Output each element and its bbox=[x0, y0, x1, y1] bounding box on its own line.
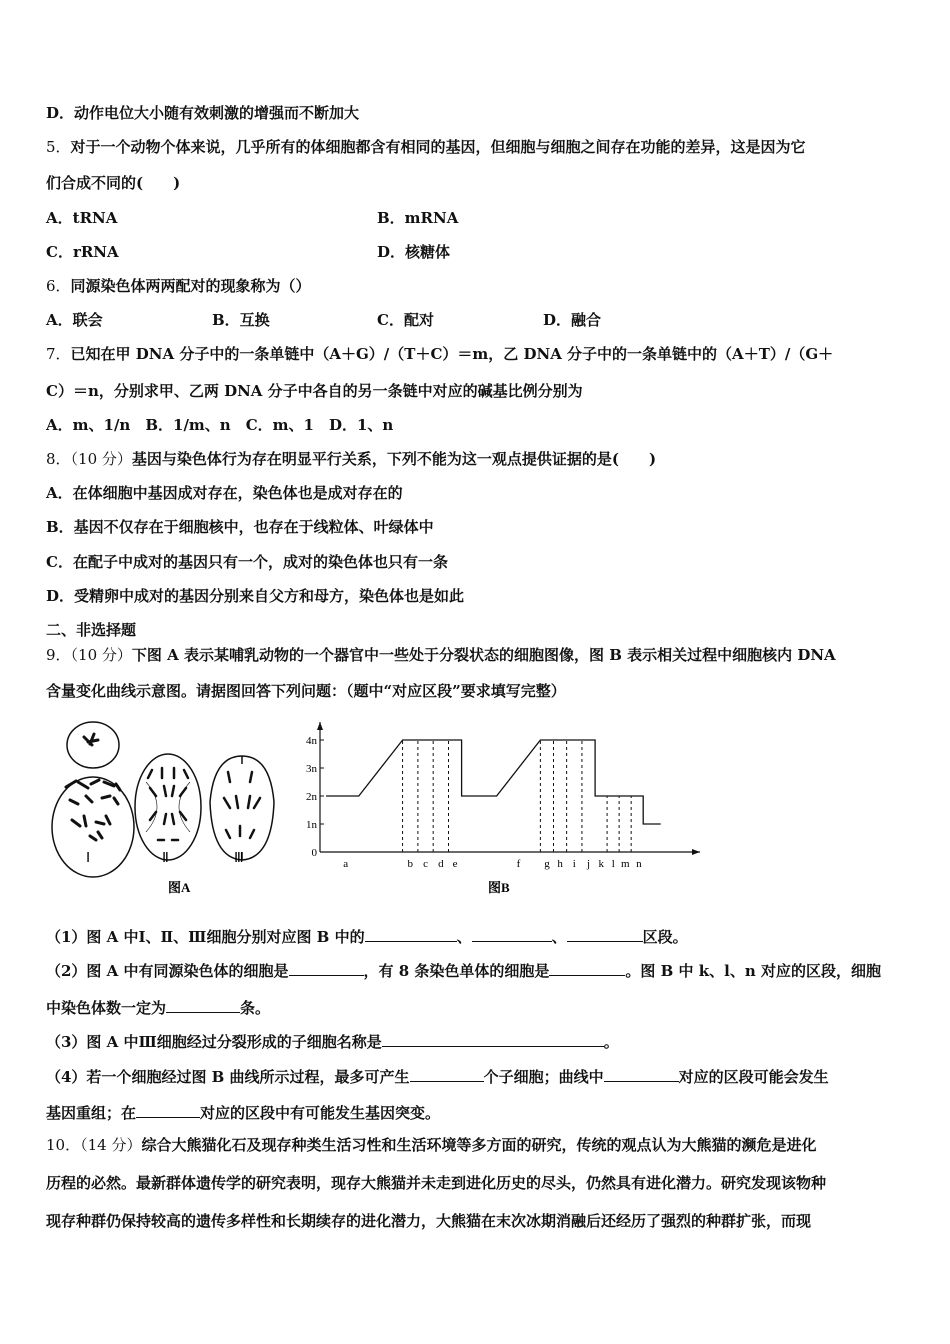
chart-axes bbox=[317, 722, 700, 855]
q9-part2-text-e: 条。 bbox=[240, 999, 271, 1017]
blank-2-3[interactable] bbox=[166, 996, 240, 1013]
q9-part4-text-c: 对应的区段可能会发生 bbox=[678, 1068, 829, 1086]
q7-stem-line1 bbox=[46, 344, 833, 364]
figure-a-caption: 图A bbox=[168, 880, 191, 895]
q7-stem-line2: C）＝n，分别求甲、乙两 DNA 分子中各自的另一条链中对应的碱基比例分别为 bbox=[46, 382, 583, 400]
q9-part2-text-a: （2）图 A 中有同源染色体的细胞是 bbox=[46, 962, 289, 980]
q5-option-b: B．mRNA bbox=[377, 209, 459, 227]
q5-option-a: A．tRNA bbox=[46, 209, 118, 227]
cell-ii bbox=[135, 754, 201, 860]
q9-part4-text-b: 个子细胞；曲线中 bbox=[483, 1068, 604, 1086]
chart-series bbox=[326, 740, 661, 824]
q5-number: 5． bbox=[46, 138, 71, 156]
q9-part2-text-b: ，有 8 条染色单体的细胞是 bbox=[363, 962, 550, 980]
q9-part1 bbox=[46, 925, 688, 947]
y-axis-arrow bbox=[317, 722, 323, 730]
blank-3-1[interactable] bbox=[382, 1030, 604, 1047]
q9-part2-text-d: 中染色体数一定为 bbox=[46, 999, 167, 1017]
x-segment-label-m: m bbox=[620, 858, 630, 870]
q8-stem bbox=[46, 449, 656, 469]
blank-4-2[interactable] bbox=[604, 1065, 679, 1082]
q9-part3 bbox=[46, 1030, 619, 1052]
chart-x-labels bbox=[343, 858, 642, 870]
x-segment-label-k: k bbox=[598, 858, 604, 870]
q6-option-b: B．互换 bbox=[212, 311, 270, 329]
q10-text-a: 综合大熊猫化石及现存种类生活习性和生活环境等多方面的研究，传统的观点认为大熊猫的濒危是进化 bbox=[141, 1136, 817, 1154]
q9-text: 下图 A 表示某哺乳动物的一个器官中一些处于分裂状态的细胞图像，图 B 表示相关过程中细胞核内 DNA bbox=[131, 646, 836, 664]
blank-4-1[interactable] bbox=[410, 1065, 484, 1082]
q9-part4-line1 bbox=[46, 1065, 829, 1087]
x-segment-label-f: f bbox=[516, 858, 521, 870]
x-segment-label-a: a bbox=[343, 858, 349, 870]
x-segment-label-h: h bbox=[557, 858, 563, 870]
figure-a bbox=[46, 712, 296, 902]
blank-1-1[interactable] bbox=[365, 925, 457, 942]
x-segment-label-l: l bbox=[611, 858, 615, 870]
q9-part1-sep1: 、 bbox=[456, 928, 472, 946]
cell-ii-label: Ⅱ bbox=[162, 851, 169, 866]
q10-number: 10．（14 分） bbox=[46, 1136, 142, 1154]
q9-part3-text: （3）图 A 中Ⅲ细胞经过分裂形成的子细胞名称是 bbox=[46, 1033, 382, 1051]
cell-i-chromosomes bbox=[66, 734, 120, 840]
q8-number: 8．（10 分） bbox=[46, 450, 132, 468]
q9-part3-end: 。 bbox=[603, 1033, 619, 1051]
x-segment-label-c: c bbox=[423, 858, 428, 870]
y-tick-label: 0 bbox=[311, 847, 317, 859]
q9-stem-line1 bbox=[46, 645, 836, 665]
cell-iii bbox=[210, 756, 274, 860]
q6-option-d: D．融合 bbox=[543, 311, 602, 329]
q6-stem bbox=[46, 276, 311, 296]
cell-iii-label: Ⅲ bbox=[234, 851, 244, 866]
q6-option-c: C．配对 bbox=[377, 311, 434, 329]
blank-4-3[interactable] bbox=[136, 1101, 200, 1118]
q9-part4-line2 bbox=[46, 1101, 440, 1123]
q4-option-d: D．动作电位大小随有效刺激的增强而不断加大 bbox=[46, 104, 360, 122]
q9-stem-line2: 含量变化曲线示意图。请据图回答下列问题：（题中“对应区段”要求填写完整） bbox=[46, 682, 566, 700]
q5-text: 对于一个动物个体来说，几乎所有的体细胞都含有相同的基因，但细胞与细胞之间存在功能的差异，这是因为它 bbox=[70, 138, 806, 156]
y-tick-label: 3n bbox=[306, 763, 317, 775]
q10-line3: 现存种群仍保持较高的遗传多样性和长期续存的进化潜力，大熊猫在末次冰期消融后还经历了强烈的种群扩张，而现 bbox=[46, 1212, 812, 1230]
q6-text: 同源染色体两两配对的现象称为（） bbox=[70, 277, 311, 295]
x-segment-label-j: j bbox=[586, 858, 591, 870]
q9-part4-text-a: （4）若一个细胞经过图 B 曲线所示过程，最多可产生 bbox=[46, 1068, 410, 1086]
q7-text: 已知在甲 DNA 分子中的一条单链中（A＋G）/（T＋C）＝m，乙 DNA 分子中的一条单链中的（A＋T）/（G＋ bbox=[70, 345, 834, 363]
figure-b-caption: 图B bbox=[488, 880, 510, 895]
q9-part1-text: （1）图 A 中Ⅰ、Ⅱ、Ⅲ细胞分别对应图 B 中的 bbox=[46, 928, 365, 946]
q9-part4-text-d: 基因重组；在 bbox=[46, 1104, 137, 1122]
q10-line2: 历程的必然。最新群体遗传学的研究表明，现存大熊猫并未走到进化历史的尽头，仍然具有进化潜力。研究发现该物种 bbox=[46, 1174, 827, 1192]
q8-option-d: D．受精卵中成对的基因分别来自父方和母方，染色体也是如此 bbox=[46, 587, 465, 605]
chart-y-ticks bbox=[306, 735, 324, 859]
q6-option-a: A．联会 bbox=[46, 311, 103, 329]
section-heading: 二、非选择题 bbox=[46, 621, 137, 639]
q5-stem-line1 bbox=[46, 137, 806, 157]
q8-option-c: C．在配子中成对的基因只有一个，成对的染色体也只有一条 bbox=[46, 553, 448, 571]
q9-part2-line2 bbox=[46, 996, 270, 1018]
x-segment-label-d: d bbox=[438, 858, 444, 870]
q9-part2-line1 bbox=[46, 959, 881, 981]
blank-2-1[interactable] bbox=[289, 959, 364, 976]
blank-1-3[interactable] bbox=[567, 925, 643, 942]
q5-option-c: C．rRNA bbox=[46, 243, 119, 261]
q9-number: 9．（10 分） bbox=[46, 646, 132, 664]
x-segment-label-i: i bbox=[572, 858, 576, 870]
blank-2-2[interactable] bbox=[549, 959, 625, 976]
x-segment-label-e: e bbox=[452, 858, 458, 870]
y-tick-label: 1n bbox=[306, 819, 317, 831]
q8-text: 基因与染色体行为存在明显平行关系，下列不能为这一观点提供证据的是( ) bbox=[131, 450, 657, 468]
q6-number: 6． bbox=[46, 277, 71, 295]
q8-option-a: A．在体细胞中基因成对存在，染色体也是成对存在的 bbox=[46, 484, 403, 502]
q9-part1-sep2: 、 bbox=[551, 928, 567, 946]
cell-i-label: Ⅰ bbox=[86, 851, 91, 866]
q9-part1-end: 区段。 bbox=[642, 928, 688, 946]
x-segment-label-b: b bbox=[407, 858, 413, 870]
x-axis-arrow bbox=[692, 849, 700, 855]
y-tick-label: 2n bbox=[306, 791, 317, 803]
figure-b-chart bbox=[296, 712, 716, 902]
q10-line1 bbox=[46, 1135, 816, 1155]
q9-part4-text-e: 对应的区段中有可能发生基因突变。 bbox=[200, 1104, 441, 1122]
q5-option-d: D．核糖体 bbox=[377, 243, 451, 261]
x-segment-label-n: n bbox=[636, 858, 642, 870]
y-tick-label: 4n bbox=[306, 735, 317, 747]
q7-options: A．m、1/n B．1/m、n C．m、1 D．1、n bbox=[46, 416, 394, 434]
x-segment-label-g: g bbox=[544, 858, 550, 870]
q7-number: 7． bbox=[46, 345, 71, 363]
dna-content-line bbox=[326, 740, 661, 824]
q5-stem-line2: 们合成不同的( ) bbox=[46, 174, 181, 192]
q8-option-b: B．基因不仅存在于细胞核中，也存在于线粒体、叶绿体中 bbox=[46, 518, 434, 536]
q9-part2-text-c: 。图 B 中 k、l、n 对应的区段，细胞 bbox=[625, 962, 881, 980]
blank-1-2[interactable] bbox=[472, 925, 552, 942]
